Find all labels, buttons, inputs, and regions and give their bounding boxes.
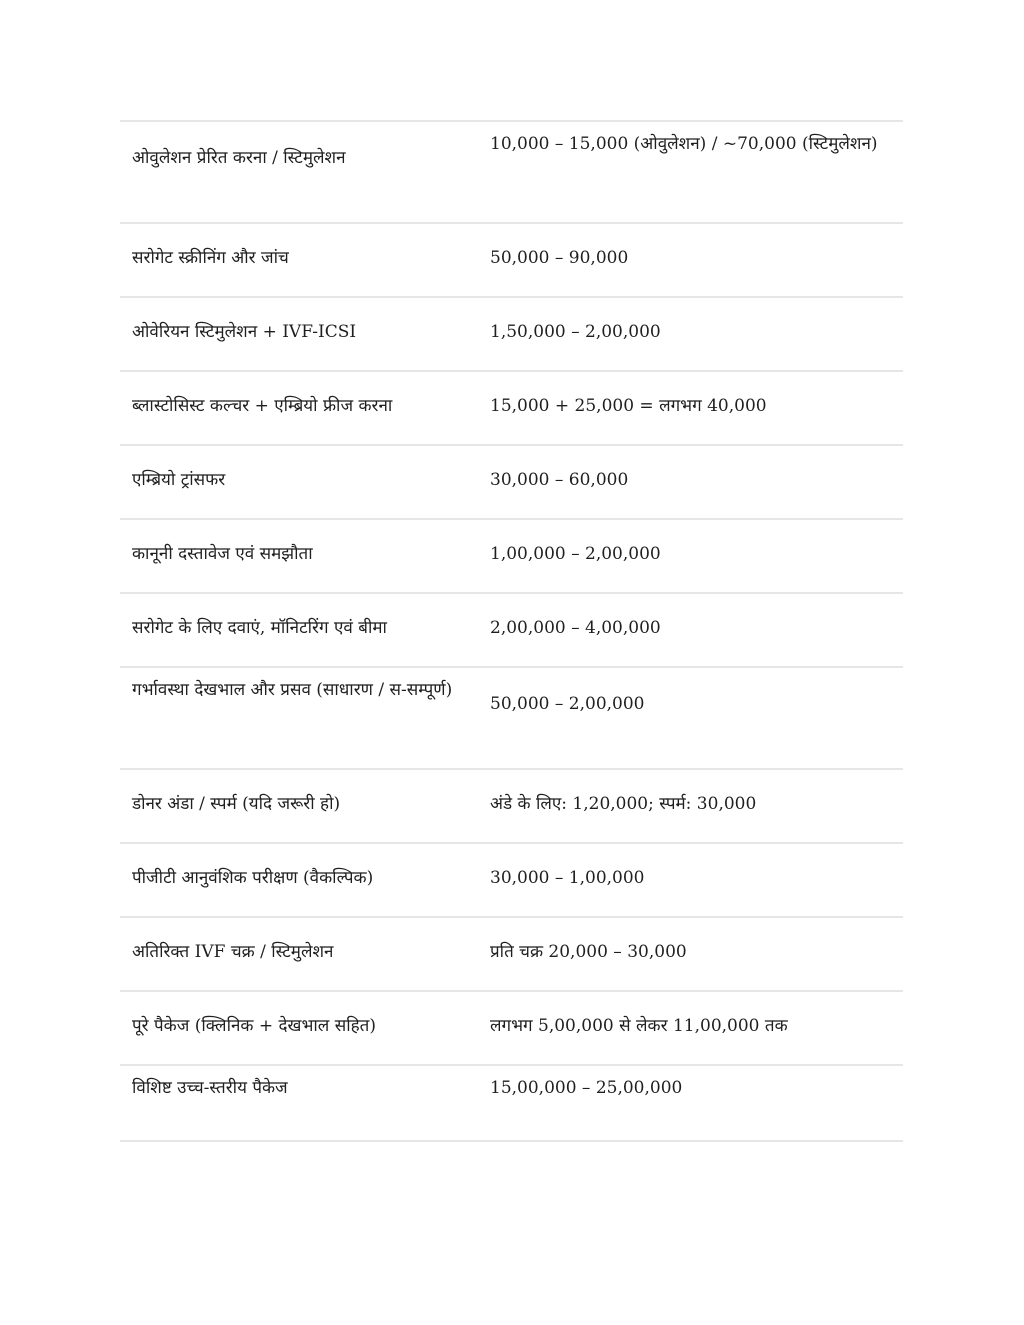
row-cost: 15,00,000 – 25,00,000 <box>490 1065 903 1141</box>
row-item: कानूनी दस्तावेज एवं समझौता <box>120 519 490 593</box>
row-cost: 1,00,000 – 2,00,000 <box>490 519 903 593</box>
row-item: अतिरिक्त IVF चक्र / स्टिमुलेशन <box>120 917 490 991</box>
table-row <box>120 1065 903 1141</box>
table-row <box>120 917 903 991</box>
table-row <box>120 991 903 1065</box>
row-cost: 15,000 + 25,000 = लगभग 40,000 <box>490 371 903 445</box>
row-cost: 30,000 – 60,000 <box>490 445 903 519</box>
row-cost: 50,000 – 90,000 <box>490 223 903 297</box>
row-cost: अंडे के लिए: 1,20,000; स्पर्म: 30,000 <box>490 769 903 843</box>
row-item: एम्ब्रियो ट्रांसफर <box>120 445 490 519</box>
row-item: पूरे पैकेज (क्लिनिक + देखभाल सहित) <box>120 991 490 1065</box>
table-row <box>120 371 903 445</box>
row-item: ब्लास्टोसिस्ट कल्चर + एम्ब्रियो फ्रीज करना <box>120 371 490 445</box>
table-row <box>120 769 903 843</box>
table-row <box>120 297 903 371</box>
row-item: ओवेरियन स्टिमुलेशन + IVF-ICSI <box>120 297 490 371</box>
row-cost: 1,50,000 – 2,00,000 <box>490 297 903 371</box>
row-item: डोनर अंडा / स्पर्म (यदि जरूरी हो) <box>120 769 490 843</box>
table-row <box>120 667 903 769</box>
row-cost: 30,000 – 1,00,000 <box>490 843 903 917</box>
row-item: ओवुलेशन प्रेरित करना / स्टिमुलेशन <box>120 121 490 223</box>
table-row <box>120 843 903 917</box>
row-item: पीजीटी आनुवंशिक परीक्षण (वैकल्पिक) <box>120 843 490 917</box>
row-item: सरोगेट स्क्रीनिंग और जांच <box>120 223 490 297</box>
row-item: सरोगेट के लिए दवाएं, मॉनिटरिंग एवं बीमा <box>120 593 490 667</box>
table-row <box>120 445 903 519</box>
row-cost: लगभग 5,00,000 से लेकर 11,00,000 तक <box>490 991 903 1065</box>
table-row <box>120 519 903 593</box>
table-row <box>120 223 903 297</box>
table-row <box>120 121 903 223</box>
row-cost: 2,00,000 – 4,00,000 <box>490 593 903 667</box>
surrogacy-cost-table <box>120 120 903 1142</box>
table-row <box>120 593 903 667</box>
row-item: विशिष्ट उच्च-स्तरीय पैकेज <box>120 1065 490 1141</box>
row-cost: 10,000 – 15,000 (ओवुलेशन) / ~70,000 (स्टिमुलेशन) <box>490 121 903 223</box>
row-item: गर्भावस्था देखभाल और प्रसव (साधारण / स-सम्पूर्ण) <box>120 667 490 769</box>
row-cost: प्रति चक्र 20,000 – 30,000 <box>490 917 903 991</box>
row-cost: 50,000 – 2,00,000 <box>490 667 903 769</box>
